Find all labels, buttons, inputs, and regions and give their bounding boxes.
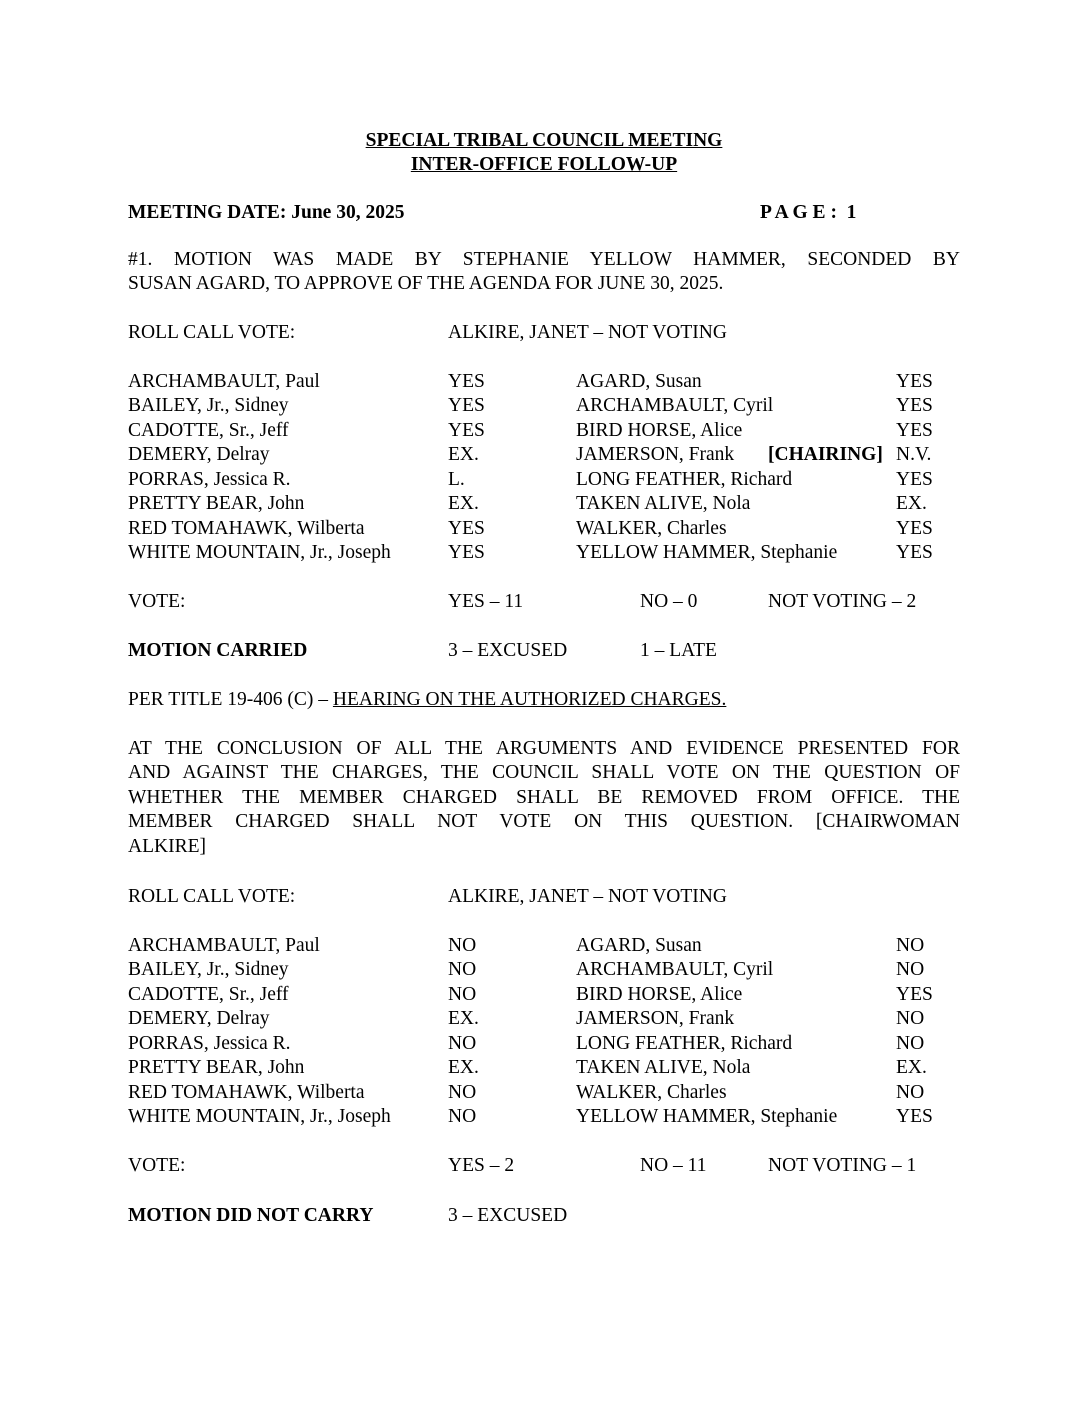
member-vote: EX. [896, 1057, 927, 1078]
member-vote: YES [896, 1106, 933, 1127]
member-vote: NO [448, 1082, 477, 1103]
member-name: ARCHAMBAULT, Paul [128, 935, 320, 956]
member-name: RED TOMAHAWK, Wilberta [128, 1082, 365, 1103]
member-vote: YES [896, 395, 933, 416]
member-name: CADOTTE, Sr., Jeff [128, 984, 289, 1005]
no-total: NO – 0 [640, 591, 698, 612]
paragraph-line: WHETHER THE MEMBER CHARGED SHALL BE REMOVED FROM OFFICE. THE [128, 787, 960, 808]
member-name: TAKEN ALIVE, Nola [576, 493, 751, 514]
member-vote: YES [448, 395, 485, 416]
member-name: DEMERY, Delray [128, 444, 270, 465]
roll-call-label: ROLL CALL VOTE: [128, 322, 296, 343]
document-title: SPECIAL TRIBAL COUNCIL MEETING [365, 130, 723, 151]
member-vote: NO [448, 935, 477, 956]
member-name: WALKER, Charles [576, 518, 727, 539]
member-vote: YES [896, 984, 933, 1005]
title-reference-prefix: PER TITLE 19-406 (C) – [128, 689, 333, 710]
member-vote: NO [896, 935, 925, 956]
yes-total: YES – 2 [448, 1155, 515, 1176]
member-name: YELLOW HAMMER, Stephanie [576, 542, 838, 563]
member-name: BIRD HORSE, Alice [576, 420, 743, 441]
motion-1-line-2: SUSAN AGARD, TO APPROVE OF THE AGENDA FOR JUNE 30, 2025. [128, 273, 724, 294]
document-subtitle: INTER-OFFICE FOLLOW-UP [410, 154, 678, 175]
motion-1-line-1: #1. MOTION WAS MADE BY STEPHANIE YELLOW HAMMER, SECONDED BY [128, 249, 960, 270]
no-total: NO – 11 [640, 1155, 707, 1176]
roll-call-label: ROLL CALL VOTE: [128, 886, 296, 907]
member-vote: EX. [448, 444, 479, 465]
paragraph-line: ALKIRE] [128, 836, 206, 857]
member-name: YELLOW HAMMER, Stephanie [576, 1106, 838, 1127]
motion-result: MOTION CARRIED [128, 640, 308, 661]
chair-not-voting: ALKIRE, JANET – NOT VOTING [448, 886, 727, 907]
member-vote: YES [896, 542, 933, 563]
member-name: TAKEN ALIVE, Nola [576, 1057, 751, 1078]
member-vote: YES [896, 469, 933, 490]
member-name: CADOTTE, Sr., Jeff [128, 420, 289, 441]
member-name: JAMERSON, Frank [576, 1008, 735, 1029]
member-vote: NO [896, 1082, 925, 1103]
member-vote: NO [448, 959, 477, 980]
yes-total: YES – 11 [448, 591, 524, 612]
member-name: WALKER, Charles [576, 1082, 727, 1103]
member-name: DEMERY, Delray [128, 1008, 270, 1029]
member-vote: YES [448, 542, 485, 563]
member-vote: EX. [448, 1008, 479, 1029]
member-name: LONG FEATHER, Richard [576, 469, 793, 490]
member-vote: NO [448, 1106, 477, 1127]
title-reference-heading: HEARING ON THE AUTHORIZED CHARGES. [332, 689, 727, 710]
member-name: WHITE MOUNTAIN, Jr., Joseph [128, 1106, 391, 1127]
member-name: PRETTY BEAR, John [128, 1057, 305, 1078]
member-name: ARCHAMBAULT, Paul [128, 371, 320, 392]
chairing-tag: [CHAIRING] [768, 444, 883, 465]
member-name: AGARD, Susan [576, 371, 702, 392]
member-vote: NO [448, 984, 477, 1005]
not-voting-total: NOT VOTING – 1 [768, 1155, 917, 1176]
member-vote: EX. [896, 493, 927, 514]
member-vote: YES [896, 371, 933, 392]
member-vote: YES [896, 420, 933, 441]
motion-result: MOTION DID NOT CARRY [128, 1205, 374, 1226]
member-vote: NO [896, 1033, 925, 1054]
excused-count: 3 – EXCUSED [448, 1205, 568, 1226]
member-name: BAILEY, Jr., Sidney [128, 395, 289, 416]
member-name: PORRAS, Jessica R. [128, 1033, 291, 1054]
page-number: P A G E : 1 [760, 202, 857, 223]
member-vote: EX. [448, 1057, 479, 1078]
member-vote: YES [448, 371, 485, 392]
member-vote: YES [448, 518, 485, 539]
meeting-date: MEETING DATE: June 30, 2025 [128, 202, 405, 223]
paragraph-line: AT THE CONCLUSION OF ALL THE ARGUMENTS AND EVIDENCE PRESENTED FOR [128, 738, 960, 759]
chair-not-voting: ALKIRE, JANET – NOT VOTING [448, 322, 727, 343]
member-vote: YES [448, 420, 485, 441]
member-name: AGARD, Susan [576, 935, 702, 956]
member-vote: NO [896, 1008, 925, 1029]
member-vote: L. [448, 469, 465, 490]
late-count: 1 – LATE [640, 640, 717, 661]
member-name: ARCHAMBAULT, Cyril [576, 959, 774, 980]
member-name: BAILEY, Jr., Sidney [128, 959, 289, 980]
member-name: ARCHAMBAULT, Cyril [576, 395, 774, 416]
not-voting-total: NOT VOTING – 2 [768, 591, 917, 612]
member-name: PRETTY BEAR, John [128, 493, 305, 514]
member-name: BIRD HORSE, Alice [576, 984, 743, 1005]
title-reference [128, 688, 726, 712]
member-vote: EX. [448, 493, 479, 514]
vote-label: VOTE: [128, 1155, 186, 1176]
excused-count: 3 – EXCUSED [448, 640, 568, 661]
vote-label: VOTE: [128, 591, 186, 612]
member-name: RED TOMAHAWK, Wilberta [128, 518, 365, 539]
member-name: JAMERSON, Frank [576, 444, 735, 465]
member-vote: YES [896, 518, 933, 539]
paragraph-line: AND AGAINST THE CHARGES, THE COUNCIL SHALL VOTE ON THE QUESTION OF [128, 762, 960, 783]
member-name: WHITE MOUNTAIN, Jr., Joseph [128, 542, 391, 563]
paragraph-line: MEMBER CHARGED SHALL NOT VOTE ON THIS QUESTION. [CHAIRWOMAN [128, 811, 960, 832]
member-name: PORRAS, Jessica R. [128, 469, 291, 490]
member-vote: NO [448, 1033, 477, 1054]
member-vote: NO [896, 959, 925, 980]
member-name: LONG FEATHER, Richard [576, 1033, 793, 1054]
member-vote: N.V. [896, 444, 932, 465]
